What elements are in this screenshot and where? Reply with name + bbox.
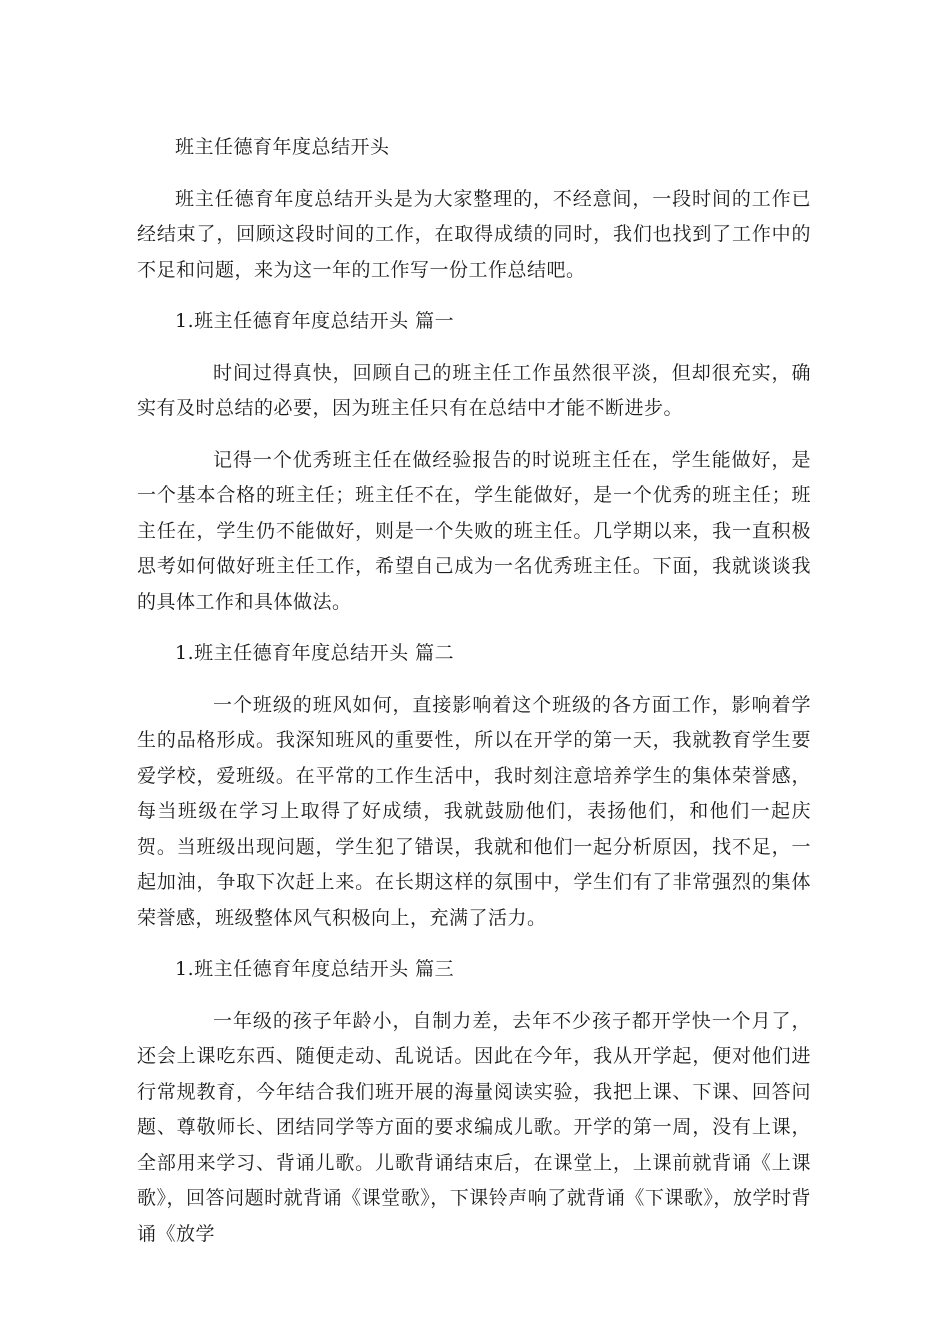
document-title: 班主任德育年度总结开头: [175, 136, 390, 158]
section-heading-1: 1.班主任德育年度总结开头 篇一: [175, 310, 455, 332]
section-1-paragraph-1: 时间过得真快，回顾自己的班主任工作虽然很平淡，但却很充实，确实有及时总结的必要，因为班主任只有在总结中才能不断进步。: [137, 361, 811, 419]
intro-paragraph: 班主任德育年度总结开头是为大家整理的，不经意间，一段时间的工作已经结束了，回顾这段时间的工作，在取得成绩的同时，我们也找到了工作中的不足和问题，来为这一年的工作写一份工作总结吧。: [137, 187, 811, 281]
section-2-paragraph-1: 一个班级的班风如何，直接影响着这个班级的各方面工作，影响着学生的品格形成。我深知班风的重要性，所以在开学的第一天，我就教育学生要爱学校，爱班级。在平常的工作生活中，我时刻注意培养学生的集体荣誉感，每当班级在学习上取得了好成绩，我就鼓励他们，表扬他们，和他们一起庆贺。当班级出现问题，学生犯了错误，我就和他们一起分析原因，找不足，一起加油，争取下次赶上来。在长期这样的氛围中，学生们有了非常强烈的集体荣誉感，班级整体风气积极向上，充满了活力。: [137, 693, 811, 929]
section-heading-2: 1.班主任德育年度总结开头 篇二: [175, 642, 455, 664]
section-1-paragraph-2: 记得一个优秀班主任在做经验报告的时说班主任在，学生能做好，是一个基本合格的班主任；班主任不在，学生能做好，是一个优秀的班主任；班主任在，学生仍不能做好，则是一个失败的班主任。几学期以来，我一直积极思考如何做好班主任工作，希望自己成为一名优秀班主任。下面，我就谈谈我的具体工作和具体做法。: [137, 448, 811, 613]
section-heading-3: 1.班主任德育年度总结开头 篇三: [175, 958, 455, 980]
section-3-paragraph-1: 一年级的孩子年龄小，自制力差，去年不少孩子都开学快一个月了，还会上课吃东西、随便走动、乱说话。因此在今年，我从开学起，便对他们进行常规教育，今年结合我们班开展的海量阅读实验，我把上课、下课、回答问题、尊敬师长、团结同学等方面的要求编成儿歌。开学的第一周，没有上课，全部用来学习、背诵儿歌。儿歌背诵结束后，在课堂上，上课前就背诵《上课歌》，回答问题时就背诵《课堂歌》，下课铃声响了就背诵《下课歌》，放学时背诵《放学: [137, 1009, 811, 1245]
document-content: [137, 130, 811, 1268]
